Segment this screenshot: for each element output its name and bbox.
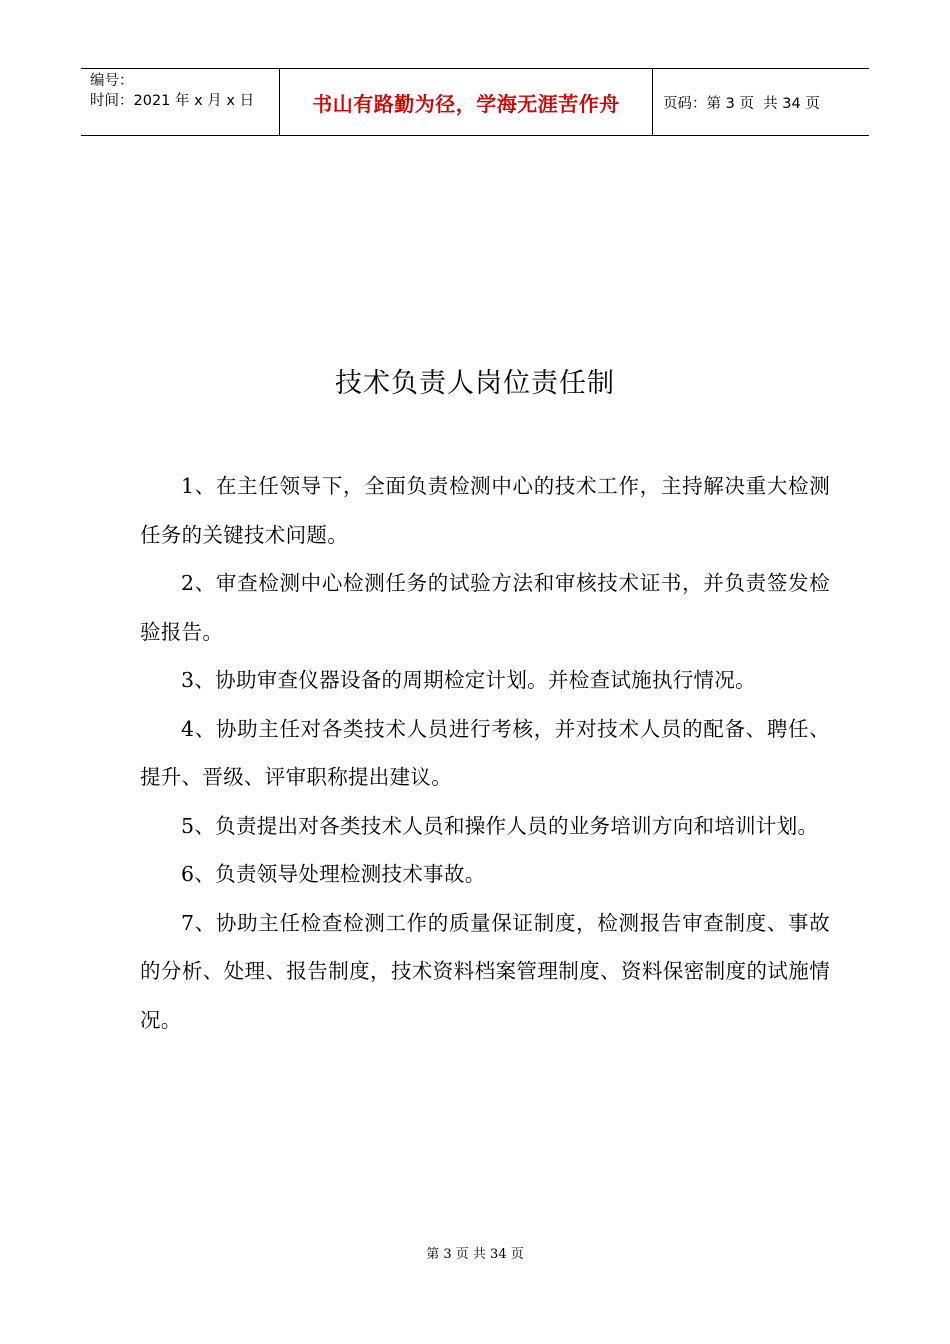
page-header [81, 68, 869, 136]
document-time-label: 时间：2021 年 x 月 x 日 [90, 93, 255, 109]
header-page-info [653, 69, 869, 135]
body-paragraph: 1、在主任领导下，全面负责检测中心的技术工作，主持解决重大检测任务的关键技术问题。 [140, 474, 830, 547]
body-paragraph: 7、协助主任检查检测工作的质量保证制度，检测报告审查制度、事故的分析、处理、报告制度，技术资料档案管理制度、资料保密制度的试施情况。 [140, 910, 830, 1032]
document-body [140, 462, 830, 1044]
body-paragraph: 2、审查检测中心检测任务的试验方法和审核技术证书，并负责签发检验报告。 [140, 571, 830, 644]
body-paragraph: 5、负责提出对各类技术人员和操作人员的业务培训方向和培训计划。 [181, 813, 819, 838]
document-number-label: 编号： [90, 73, 134, 89]
body-paragraph: 4、协助主任对各类技术人员进行考核，并对技术人员的配备、聘任、提升、晋级、评审职称提出建议。 [140, 716, 830, 789]
header-motto: 书山有路勤为径，学海无涯苦作舟 [280, 69, 653, 135]
body-paragraph: 3、协助审查仪器设备的周期检定计划。并检查试施执行情况。 [181, 668, 756, 692]
page-footer: 第 3 页 共 34 页 [426, 1247, 524, 1262]
header-page-info-text: 页码：第 3 页 共 34 页 [663, 95, 820, 112]
header-meta [81, 69, 280, 135]
document-title: 技术负责人岗位责任制 [335, 368, 615, 399]
body-paragraph: 6、负责领导处理检测技术事故。 [181, 862, 486, 886]
